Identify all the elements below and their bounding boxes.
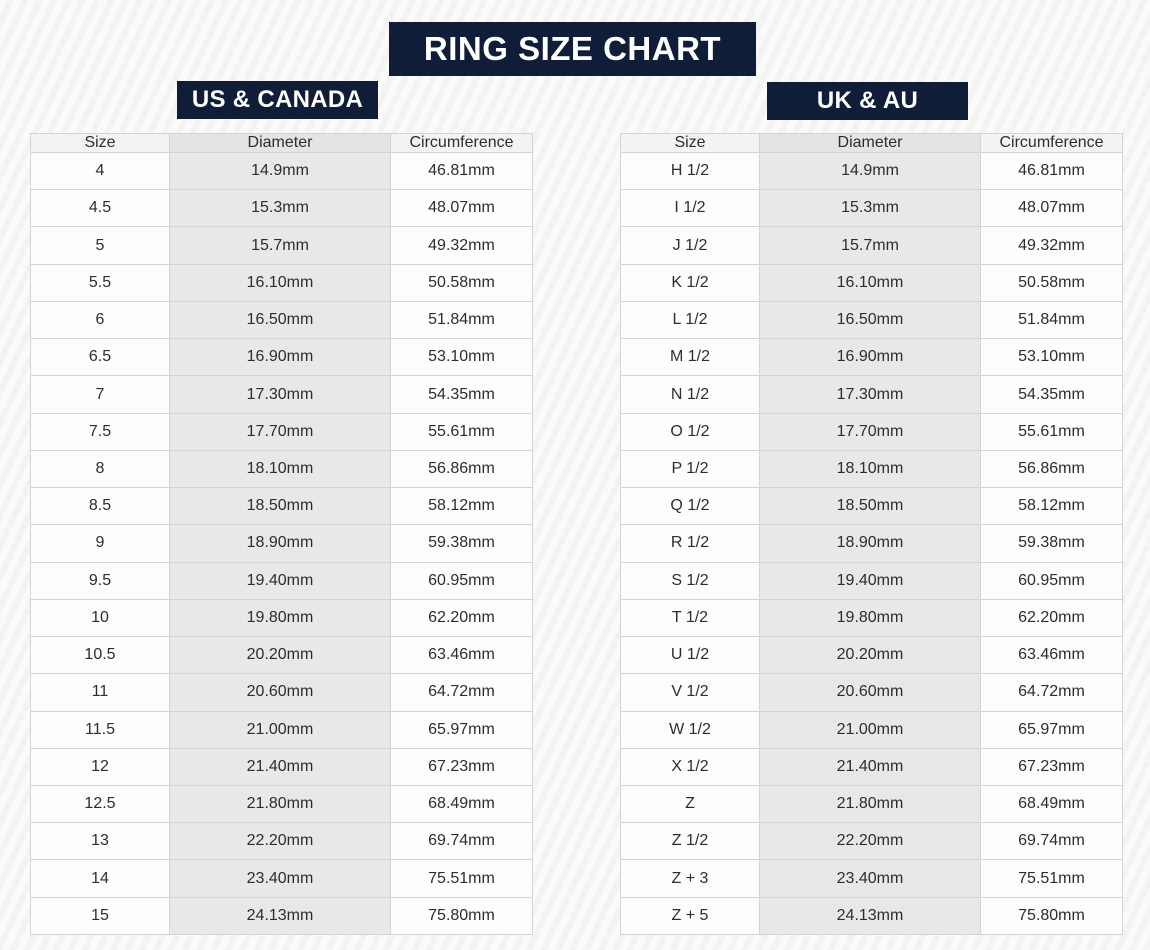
diameter-cell: 15.7mm: [760, 227, 981, 264]
size-cell: Z + 3: [621, 860, 760, 897]
diameter-cell: 16.50mm: [760, 301, 981, 338]
circumference-cell: 60.95mm: [981, 562, 1123, 599]
table-row: [621, 190, 1123, 227]
size-cell: 4: [31, 153, 170, 190]
table-row: [621, 785, 1123, 822]
circumference-cell: 55.61mm: [981, 413, 1123, 450]
table-row: [621, 562, 1123, 599]
circumference-cell: 75.80mm: [981, 897, 1123, 934]
diameter-cell: 18.10mm: [170, 450, 391, 487]
table-row: [621, 264, 1123, 301]
circumference-cell: 65.97mm: [981, 711, 1123, 748]
size-cell: P 1/2: [621, 450, 760, 487]
table-row: [31, 227, 533, 264]
diameter-cell: 19.80mm: [170, 599, 391, 636]
table-row: [31, 413, 533, 450]
size-cell: 7: [31, 376, 170, 413]
size-cell: J 1/2: [621, 227, 760, 264]
circumference-cell: 67.23mm: [391, 748, 533, 785]
diameter-cell: 19.80mm: [760, 599, 981, 636]
size-cell: W 1/2: [621, 711, 760, 748]
circumference-cell: 56.86mm: [391, 450, 533, 487]
table-row: [621, 227, 1123, 264]
diameter-cell: 16.90mm: [170, 339, 391, 376]
table-row: [621, 599, 1123, 636]
size-cell: L 1/2: [621, 301, 760, 338]
size-cell: 5.5: [31, 264, 170, 301]
size-cell: H 1/2: [621, 153, 760, 190]
size-cell: X 1/2: [621, 748, 760, 785]
table-row: [31, 339, 533, 376]
size-cell: N 1/2: [621, 376, 760, 413]
size-cell: 8.5: [31, 488, 170, 525]
size-cell: 14: [31, 860, 170, 897]
table-row: [621, 339, 1123, 376]
circumference-cell: 68.49mm: [981, 785, 1123, 822]
diameter-cell: 23.40mm: [170, 860, 391, 897]
table-row: [31, 264, 533, 301]
size-cell: 13: [31, 823, 170, 860]
size-cell: V 1/2: [621, 674, 760, 711]
table-row: [31, 562, 533, 599]
size-cell: 9.5: [31, 562, 170, 599]
region-label-uk-au: UK & AU: [767, 82, 968, 120]
circumference-cell: 60.95mm: [391, 562, 533, 599]
table-row: [31, 488, 533, 525]
diameter-cell: 20.60mm: [170, 674, 391, 711]
table-row: [31, 897, 533, 934]
circumference-cell: 50.58mm: [391, 264, 533, 301]
diameter-cell: 17.70mm: [170, 413, 391, 450]
circumference-cell: 56.86mm: [981, 450, 1123, 487]
table-row: [621, 674, 1123, 711]
diameter-cell: 22.20mm: [760, 823, 981, 860]
circumference-cell: 68.49mm: [391, 785, 533, 822]
diameter-cell: 16.90mm: [760, 339, 981, 376]
uk-au-ring-size-table: [620, 133, 1123, 935]
table-row: [31, 637, 533, 674]
diameter-cell: 16.50mm: [170, 301, 391, 338]
table-row: [621, 897, 1123, 934]
diameter-column-header: Diameter: [760, 134, 981, 153]
diameter-cell: 20.20mm: [170, 637, 391, 674]
diameter-cell: 17.30mm: [170, 376, 391, 413]
table-row: [31, 785, 533, 822]
circumference-column-header: Circumference: [391, 134, 533, 153]
table-row: [621, 488, 1123, 525]
size-cell: K 1/2: [621, 264, 760, 301]
size-cell: 11.5: [31, 711, 170, 748]
table-row: [31, 674, 533, 711]
diameter-cell: 21.00mm: [760, 711, 981, 748]
diameter-cell: 14.9mm: [760, 153, 981, 190]
diameter-cell: 18.50mm: [760, 488, 981, 525]
circumference-cell: 53.10mm: [981, 339, 1123, 376]
size-cell: 7.5: [31, 413, 170, 450]
diameter-cell: 17.30mm: [760, 376, 981, 413]
size-cell: 10: [31, 599, 170, 636]
region-label-us-canada: US & CANADA: [177, 81, 378, 119]
diameter-cell: 15.7mm: [170, 227, 391, 264]
circumference-cell: 67.23mm: [981, 748, 1123, 785]
circumference-cell: 54.35mm: [391, 376, 533, 413]
circumference-cell: 49.32mm: [981, 227, 1123, 264]
diameter-cell: 21.00mm: [170, 711, 391, 748]
size-cell: U 1/2: [621, 637, 760, 674]
circumference-cell: 51.84mm: [391, 301, 533, 338]
diameter-cell: 22.20mm: [170, 823, 391, 860]
us-canada-ring-size-table: [30, 133, 533, 935]
size-cell: 6.5: [31, 339, 170, 376]
circumference-cell: 55.61mm: [391, 413, 533, 450]
table-row: [31, 748, 533, 785]
circumference-cell: 75.80mm: [391, 897, 533, 934]
circumference-cell: 53.10mm: [391, 339, 533, 376]
table-row: [31, 301, 533, 338]
size-cell: O 1/2: [621, 413, 760, 450]
size-cell: 5: [31, 227, 170, 264]
circumference-cell: 64.72mm: [981, 674, 1123, 711]
circumference-cell: 46.81mm: [981, 153, 1123, 190]
diameter-cell: 24.13mm: [170, 897, 391, 934]
diameter-cell: 24.13mm: [760, 897, 981, 934]
page-title: RING SIZE CHART: [389, 22, 756, 76]
circumference-cell: 75.51mm: [981, 860, 1123, 897]
diameter-cell: 19.40mm: [170, 562, 391, 599]
circumference-cell: 62.20mm: [391, 599, 533, 636]
diameter-cell: 20.60mm: [760, 674, 981, 711]
size-cell: M 1/2: [621, 339, 760, 376]
size-cell: 6: [31, 301, 170, 338]
table-row: [621, 450, 1123, 487]
circumference-cell: 48.07mm: [981, 190, 1123, 227]
circumference-cell: 65.97mm: [391, 711, 533, 748]
table-row: [31, 711, 533, 748]
uk-au-table-wrap: [620, 133, 1119, 935]
diameter-cell: 19.40mm: [760, 562, 981, 599]
circumference-cell: 49.32mm: [391, 227, 533, 264]
circumference-cell: 59.38mm: [391, 525, 533, 562]
diameter-cell: 21.40mm: [170, 748, 391, 785]
circumference-cell: 54.35mm: [981, 376, 1123, 413]
table-row: [621, 153, 1123, 190]
size-cell: 10.5: [31, 637, 170, 674]
circumference-cell: 75.51mm: [391, 860, 533, 897]
table-row: [31, 450, 533, 487]
size-cell: S 1/2: [621, 562, 760, 599]
circumference-column-header: Circumference: [981, 134, 1123, 153]
size-cell: Q 1/2: [621, 488, 760, 525]
diameter-column-header: Diameter: [170, 134, 391, 153]
circumference-cell: 46.81mm: [391, 153, 533, 190]
diameter-cell: 16.10mm: [760, 264, 981, 301]
table-row: [621, 376, 1123, 413]
size-cell: Z 1/2: [621, 823, 760, 860]
diameter-cell: 18.50mm: [170, 488, 391, 525]
size-column-header: Size: [621, 134, 760, 153]
table-row: [621, 860, 1123, 897]
diameter-cell: 21.40mm: [760, 748, 981, 785]
table-row: [31, 599, 533, 636]
diameter-cell: 16.10mm: [170, 264, 391, 301]
table-row: [621, 711, 1123, 748]
diameter-cell: 18.90mm: [170, 525, 391, 562]
circumference-cell: 63.46mm: [981, 637, 1123, 674]
table-row: [31, 860, 533, 897]
header-row: [621, 134, 1123, 153]
circumference-cell: 64.72mm: [391, 674, 533, 711]
table-row: [31, 525, 533, 562]
size-cell: 8: [31, 450, 170, 487]
diameter-cell: 18.10mm: [760, 450, 981, 487]
size-cell: 12.5: [31, 785, 170, 822]
size-cell: I 1/2: [621, 190, 760, 227]
header-row: [31, 134, 533, 153]
size-column-header: Size: [31, 134, 170, 153]
circumference-cell: 69.74mm: [981, 823, 1123, 860]
size-cell: 12: [31, 748, 170, 785]
diameter-cell: 15.3mm: [170, 190, 391, 227]
table-row: [31, 823, 533, 860]
table-row: [621, 637, 1123, 674]
diameter-cell: 21.80mm: [170, 785, 391, 822]
diameter-cell: 23.40mm: [760, 860, 981, 897]
table-row: [621, 823, 1123, 860]
circumference-cell: 62.20mm: [981, 599, 1123, 636]
size-cell: 4.5: [31, 190, 170, 227]
size-cell: T 1/2: [621, 599, 760, 636]
circumference-cell: 58.12mm: [981, 488, 1123, 525]
diameter-cell: 17.70mm: [760, 413, 981, 450]
diameter-cell: 18.90mm: [760, 525, 981, 562]
table-row: [31, 190, 533, 227]
table-row: [31, 376, 533, 413]
diameter-cell: 15.3mm: [760, 190, 981, 227]
diameter-cell: 20.20mm: [760, 637, 981, 674]
circumference-cell: 63.46mm: [391, 637, 533, 674]
us-canada-table-wrap: [30, 133, 529, 935]
table-row: [621, 301, 1123, 338]
size-cell: Z: [621, 785, 760, 822]
size-cell: R 1/2: [621, 525, 760, 562]
circumference-cell: 50.58mm: [981, 264, 1123, 301]
circumference-cell: 58.12mm: [391, 488, 533, 525]
diameter-cell: 21.80mm: [760, 785, 981, 822]
table-row: [621, 525, 1123, 562]
size-cell: 15: [31, 897, 170, 934]
circumference-cell: 48.07mm: [391, 190, 533, 227]
circumference-cell: 59.38mm: [981, 525, 1123, 562]
size-cell: 9: [31, 525, 170, 562]
table-row: [621, 413, 1123, 450]
table-row: [621, 748, 1123, 785]
table-row: [31, 153, 533, 190]
diameter-cell: 14.9mm: [170, 153, 391, 190]
circumference-cell: 69.74mm: [391, 823, 533, 860]
size-cell: Z + 5: [621, 897, 760, 934]
size-cell: 11: [31, 674, 170, 711]
circumference-cell: 51.84mm: [981, 301, 1123, 338]
